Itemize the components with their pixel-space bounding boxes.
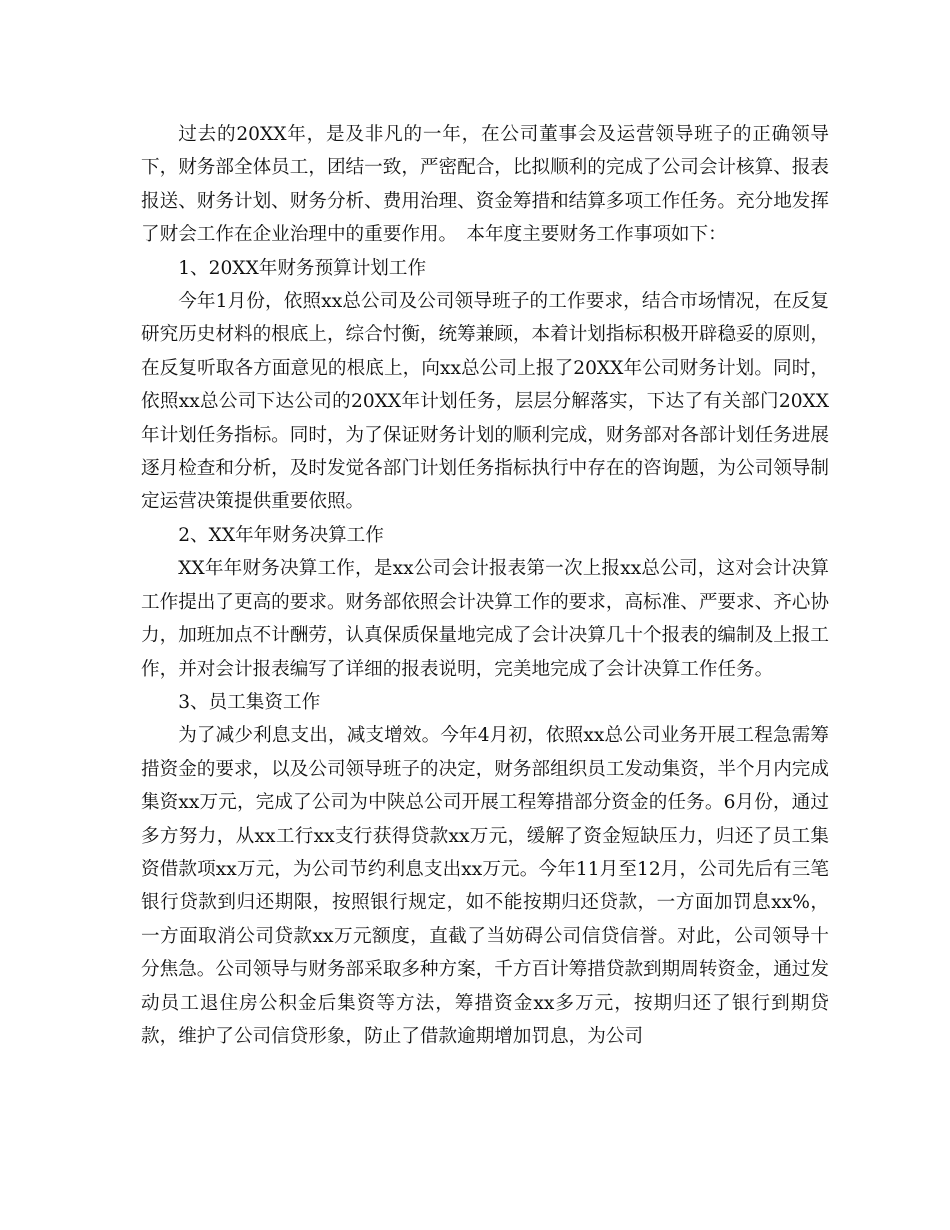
- document-body: [141, 118, 829, 1053]
- budget-paragraph: 今年1月份，依照xx总公司及公司领导班子的工作要求，结合市场情况，在反复研究历史材料的根底上，综合忖衡，统筹兼顾，本着计划指标积极开辟稳妥的原则，在反复听取各方面意见的根底上，向xx总公司上报了20XX年公司财务计划。同时，依照xx总公司下达公司的20XX年计划任务，层层分解落实，下达了有关部门20XX年计划任务指标。同时，为了保证财务计划的顺利完成，财务部对各部计划任务进展逐月检查和分析，及时发觉各部门计划任务指标执行中存在的咨询题，为公司领导制定运营决策提供重要依照。: [141, 291, 829, 513]
- section-heading-fundraising: 3、员工集资工作: [178, 691, 321, 713]
- section-heading-budget: 1、20XX年财务预算计划工作: [178, 257, 427, 279]
- intro-paragraph: 过去的20XX年，是及非凡的一年，在公司董事会及运营领导班子的正确领导下，财务部全体员工，团结一致，严密配合，比拟顺利的完成了公司会计核算、报表报送、财务计划、财务分析、费用治理、资金筹措和结算多项工作任务。充分地发挥了财会工作在企业治理中的重要作用。 本年度主要财务工作事项如下：: [141, 124, 829, 246]
- final-accounts-paragraph: XX年年财务决算工作，是xx公司会计报表第一次上报xx总公司，这对会计决算工作提出了更高的要求。财务部依照会计决算工作的要求，高标准、严要求、齐心协力，加班加点不计酬劳，认真保质保量地完成了会计决算几十个报表的编制及上报工作，并对会计报表编写了详细的报表说明，完美地完成了会计决算工作任务。: [141, 558, 829, 680]
- section-heading-final-accounts: 2、XX年年财务决算工作: [178, 524, 384, 546]
- fundraising-paragraph: 为了减少利息支出，减支增效。今年4月初，依照xx总公司业务开展工程急需筹措资金的要求，以及公司领导班子的决定，财务部组织员工发动集资，半个月内完成集资xx万元，完成了公司为中陕总公司开展工程筹措部分资金的任务。6月份，通过多方努力，从xx工行xx支行获得贷款xx万元，缓解了资金短缺压力，归还了员工集资借款项xx万元，为公司节约利息支出xx万元。今年11月至12月，公司先后有三笔银行贷款到归还期限，按照银行规定，如不能按期归还贷款，一方面加罚息xx%，一方面取消公司贷款xx万元额度，直截了当妨碍公司信贷信誉。对此，公司领导十分焦急。公司领导与财务部采取多种方案，千方百计筹措贷款到期周转资金，通过发动员工退住房公积金后集资等方法，筹措资金xx多万元，按期归还了银行到期贷款，维护了公司信贷形象，防止了借款逾期增加罚息，为公司: [141, 725, 829, 1047]
